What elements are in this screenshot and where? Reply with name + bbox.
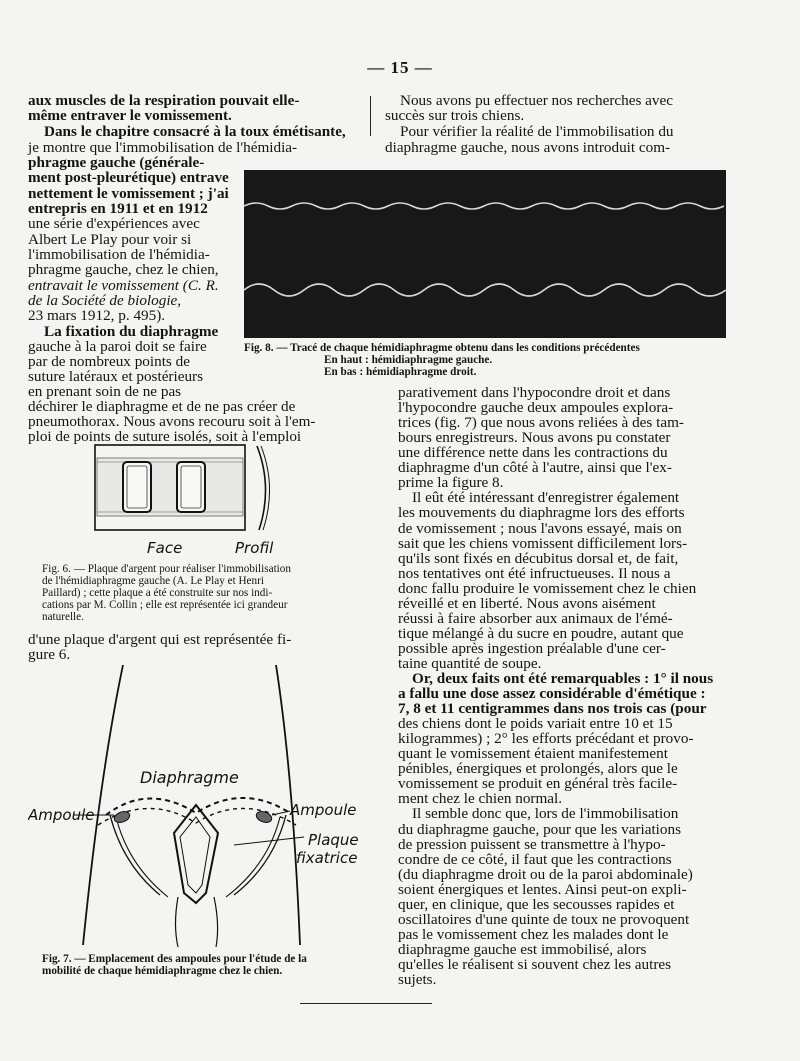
fig7-label-plaque: Plaque xyxy=(308,831,359,849)
text-line: entravait le vomissement (C. R. xyxy=(28,277,219,294)
fig8-caption-line: Fig. 8. — Tracé de chaque hémidiaphragme obtenu dans les conditions précédentes xyxy=(244,342,640,354)
text-line: ploi de points de suture isolés, soit à l'emploi xyxy=(28,428,302,445)
text-line: gauche à la paroi doit se faire xyxy=(28,338,207,355)
text-line: l'immobilisation de l'hémidia- xyxy=(28,246,210,263)
text-line: Il semble donc que, lors de l'immobilisation xyxy=(412,805,679,823)
text-line: qu'elles le réalisent si souvent chez les autres xyxy=(398,955,672,973)
text-line: de la Société de biologie, xyxy=(28,292,182,309)
text-line: tique mélangé à du sucre en poudre, autant que xyxy=(398,624,684,642)
figure-8-tracing xyxy=(244,170,726,338)
text-line: par de nombreux points de xyxy=(28,353,190,370)
text-line: a fallu une dose assez considérable d'émétique : xyxy=(398,685,706,702)
fig8-caption-line: En bas : hémidiaphragme droit. xyxy=(324,366,477,378)
text-line: des chiens dont le poids variait entre 10 et 15 xyxy=(398,715,673,733)
fig7-label-fixatrice: fixatrice xyxy=(296,849,358,867)
text-line: les mouvements du diaphragme lors des efforts xyxy=(398,504,685,522)
text-line: possible après ingestion préalable d'une cer- xyxy=(398,639,666,657)
text-line: sujets. xyxy=(398,971,437,988)
text-line: en prenant soin de ne pas xyxy=(28,383,182,400)
text-line: phragme gauche, chez le chien, xyxy=(28,261,219,278)
fig6-caption-line: Fig. 6. — Plaque d'argent pour réaliser l'immobilisation xyxy=(42,563,291,575)
text-line: taine quantité de soupe. xyxy=(398,654,542,672)
text-line: Dans le chapitre consacré à la toux émétisante, xyxy=(44,123,346,140)
text-line: diaphragme d'un côté à l'autre, ainsi que l'ex- xyxy=(398,459,672,477)
text-line: oscillatoires d'une quinte de toux ne provoquent xyxy=(398,910,690,928)
footer-rule xyxy=(300,1003,432,1004)
text-line: entrepris en 1911 et en 1912 xyxy=(28,200,208,217)
text-line: gure 6. xyxy=(28,646,71,663)
figure-7-dog-thorax-diagram xyxy=(28,665,368,950)
text-line: kilogrammes) ; 2° les efforts précédant et provo- xyxy=(398,730,694,748)
text-line: diaphragme gauche est immobilisé, alors xyxy=(398,940,647,958)
text-line: déchirer le diaphragme et de ne pas créer de xyxy=(28,398,296,415)
text-line: Or, deux faits ont été remarquables : 1° il nous xyxy=(412,670,714,687)
text-line: ment chez le chien normal. xyxy=(398,790,563,808)
text-line: 7, 8 et 11 centigrammes dans nos trois cas (pour xyxy=(398,700,707,717)
text-line: phragme gauche (générale- xyxy=(28,154,205,171)
text-line: même entraver le vomissement. xyxy=(28,107,232,124)
text-line: Albert Le Play pour voir si xyxy=(28,231,192,248)
fig6-caption-line: naturelle. xyxy=(42,611,84,623)
fig6-caption-line: Paillard) ; cette plaque a été construite sur nos indi- xyxy=(42,587,273,599)
text-line: une série d'expériences avec xyxy=(28,215,200,232)
fig7-label-diaphragme: Diaphragme xyxy=(140,768,239,787)
text-line: quant le vomissement étaient manifestement xyxy=(398,745,668,763)
text-line: 23 mars 1912, p. 495). xyxy=(28,307,166,324)
text-line: du diaphragme gauche, pour que les variations xyxy=(398,820,681,838)
text-line: suture latéraux et postérieurs xyxy=(28,368,204,385)
text-line: (du diaphragme droit ou de la paroi abdominale) xyxy=(398,865,693,883)
text-line: ment post-pleurétique) entrave xyxy=(28,169,229,186)
text-line: je montre que l'immobilisation de l'hémidia- xyxy=(28,139,298,156)
text-line: vomissement se produit en général très facile- xyxy=(398,775,678,793)
text-line: quer, en clinique, que les secousses rapides et xyxy=(398,895,675,913)
fig7-label-ampoule-right: Ampoule xyxy=(290,801,357,819)
fig8-caption-line: En haut : hémidiaphragme gauche. xyxy=(324,354,493,366)
fig6-caption-line: cations par M. Collin ; elle est représentée ici grandeur xyxy=(42,599,288,611)
page-number: — 15 — xyxy=(367,58,433,77)
text-line: condre de ce côté, il faut que les contractions xyxy=(398,850,672,868)
text-line: bours enregistreurs. Nous avons pu constater xyxy=(398,429,671,447)
text-line: Il eût été intéressant d'enregistrer également xyxy=(412,489,680,507)
text-line: Pour vérifier la réalité de l'immobilisation du xyxy=(400,123,674,140)
text-line: de pression puissent se transmettre à l'hypo- xyxy=(398,835,666,853)
text-line: donc fallu produire le vomissement chez le chien xyxy=(398,579,697,597)
text-line: nettement le vomissement ; j'ai xyxy=(28,185,229,202)
text-line: nos tentatives ont été infructueuses. Il nous a xyxy=(398,564,671,582)
fig7-caption-line: mobilité de chaque hémidiaphragme chez le chien. xyxy=(42,965,283,977)
text-line: prime la figure 8. xyxy=(398,474,504,492)
fig7-caption-line: Fig. 7. — Emplacement des ampoules pour l'étude de la xyxy=(42,953,307,965)
text-line: diaphragme gauche, nous avons introduit com- xyxy=(385,139,671,156)
text-line: sait que les chiens vomissent difficilement lors- xyxy=(398,534,688,552)
fig7-label-ampoule-left: Ampoule xyxy=(28,806,95,824)
text-line: Nous avons pu effectuer nos recherches avec xyxy=(400,92,673,109)
text-line: succès sur trois chiens. xyxy=(385,107,525,124)
text-line: qu'ils sont fixés en décubitus dorsal et, de fait, xyxy=(398,549,679,567)
fig6-caption-line: de l'hémidiaphragme gauche (A. Le Play et Henri xyxy=(42,575,264,587)
text-line: d'une plaque d'argent qui est représentée fi- xyxy=(28,631,292,648)
text-line: réveillé et en liberté. Nous avons aisément xyxy=(398,594,656,612)
text-line: pneumothorax. Nous avons recouru soit à l'em- xyxy=(28,413,316,430)
text-line: réussi à faire absorber aux animaux de l'émé- xyxy=(398,609,673,627)
text-line: soient énergiques et lentes. Ainsi peut-on expli- xyxy=(398,880,687,898)
text-line: La fixation du diaphragme xyxy=(44,323,219,340)
text-line: l'hypocondre gauche deux ampoules explora- xyxy=(398,399,674,417)
fig6-label-profil: Profil xyxy=(235,539,274,557)
text-line: de vomissement ; nous l'avons essayé, mais on xyxy=(398,519,682,537)
column-divider xyxy=(370,96,371,136)
text-line: trices (fig. 7) que nous avons reliées à des tam- xyxy=(398,414,684,432)
text-line: une différence nette dans les contractions du xyxy=(398,444,668,462)
text-line: parativement dans l'hypocondre droit et dans xyxy=(398,384,671,401)
text-line: aux muscles de la respiration pouvait elle- xyxy=(28,92,300,109)
text-line: pas le vomissement chez les malades dont le xyxy=(398,925,669,943)
figure-6-silver-plate xyxy=(85,440,285,558)
text-line: pénibles, énergiques et prolongés, alors que le xyxy=(398,760,678,778)
fig6-label-face: Face xyxy=(147,539,183,557)
